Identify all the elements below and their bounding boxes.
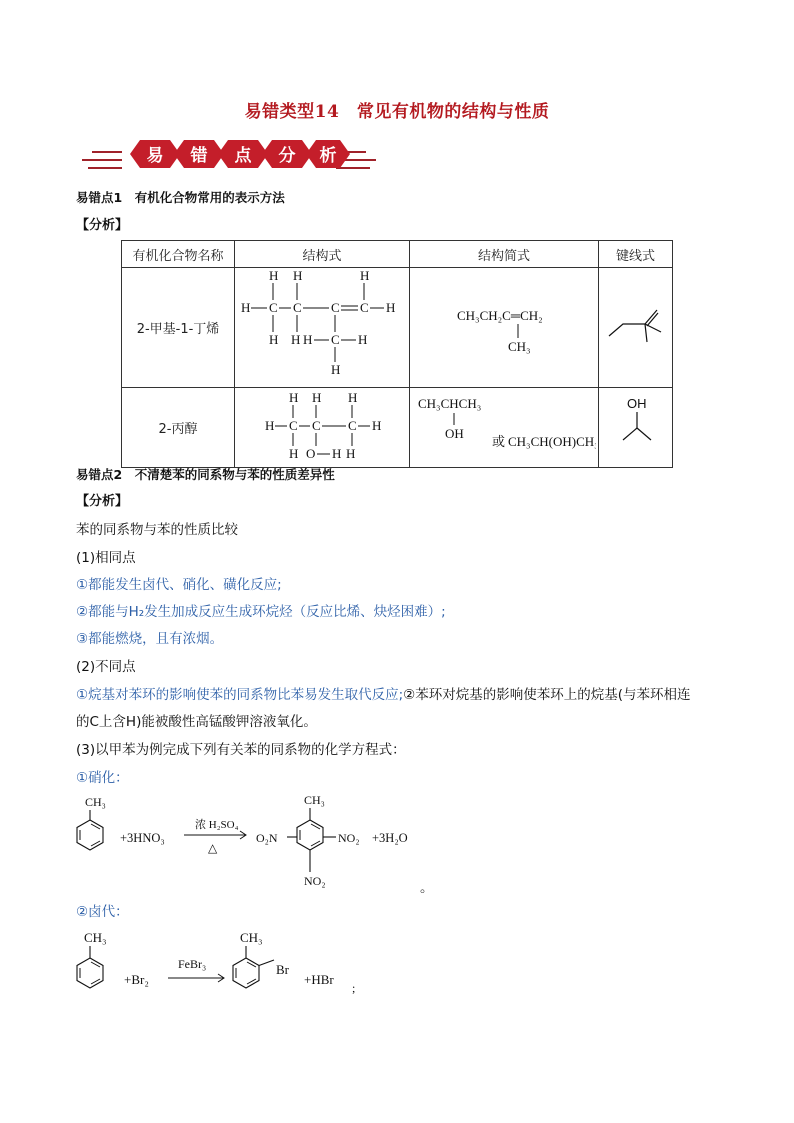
diff-item-a: ①烷基对苯环的影响使苯的同系物比苯易发生取代反应; [76,687,404,703]
table-header: 结构简式 [410,241,599,268]
diff-item-b: ②苯环对烷基的影响使苯环上的烷基(与苯环相连 [403,687,691,703]
svg-text:H: H [303,332,313,347]
svg-text:OH: OH [445,426,464,441]
skeletal-formula-propanol [601,388,671,463]
svg-text:;: ; [352,981,356,995]
table-header: 结构式 [235,241,410,268]
condensed-formula-propanol [410,388,596,463]
structural-formula-methylbutene [236,268,408,383]
svg-text:O₂N: O₂N [256,831,278,845]
diff-line [76,683,691,703]
svg-text:CH₃CH(OH)CH₃: CH₃CH(OH)CH₃ [508,434,596,449]
svg-text:FeBr₃: FeBr₃ [178,957,207,971]
skeletal-formula [599,388,673,468]
svg-text:H: H [269,332,279,347]
structural-formula-propanol [236,388,408,463]
svg-text:NO₂: NO₂ [338,831,360,845]
same-title: (1)相同点 [76,550,136,566]
section-banner [74,130,384,178]
nitration-label: ①硝化： [76,770,129,786]
svg-text:C: C [348,418,357,433]
svg-text:H: H [265,418,275,433]
svg-text:浓 H₂SO₄: 浓 H₂SO₄ [195,819,239,831]
svg-text:H: H [358,332,368,347]
nitration-end: 。 [420,880,434,896]
svg-text:CH₃CH₂C═CH₂: CH₃CH₂C═CH₂ [457,307,543,323]
svg-text:H: H [289,446,299,461]
structural-formula [235,388,410,468]
condensed-formula [410,268,599,388]
svg-text:H: H [332,446,342,461]
banner-char: 析 [319,146,337,166]
svg-text:△: △ [208,841,218,855]
structural-formula [235,268,410,388]
svg-text:H: H [386,300,396,315]
svg-text:H: H [331,362,341,377]
analysis-tag: 【分析】 [76,218,129,233]
svg-text:C: C [360,300,369,315]
svg-text:H: H [269,268,279,283]
svg-text:H: H [372,418,382,433]
svg-text:H: H [289,390,299,405]
halogenation-equation [60,924,380,1004]
same-item: ②都能与H₂发生加成反应生成环烷烃（反应比烯、炔烃困难）; [76,604,446,620]
svg-text:Br: Br [276,962,289,977]
halogenation-label: ②卤代： [76,904,129,920]
svg-text:H: H [291,332,301,347]
svg-text:CH₃: CH₃ [508,338,531,354]
table-header: 有机化合物名称 [122,241,235,268]
analysis-tag: 【分析】 [76,494,129,509]
svg-text:C: C [331,332,340,347]
svg-text:+3HNO₃: +3HNO₃ [120,831,165,845]
compare-title: 苯的同系物与苯的性质比较 [76,522,238,538]
svg-text:CH₃: CH₃ [84,930,107,945]
svg-text:CH₃CHCH₃: CH₃CHCH₃ [418,396,482,411]
point1-heading: 易错点1 有机化合物常用的表示方法 [76,190,285,205]
banner-char: 易 [146,146,164,166]
page-title: 易错类型14 常见有机物的结构与性质 [244,102,550,122]
svg-text:H: H [293,268,303,283]
svg-text:NO₂: NO₂ [304,874,326,888]
svg-text:C: C [289,418,298,433]
svg-text:H: H [348,390,358,405]
svg-text:或: 或 [492,435,506,450]
compound-name: 2-甲基-1-丁烯 [122,268,235,388]
svg-text:CH₃: CH₃ [85,795,106,809]
svg-text:C: C [331,300,340,315]
table-header: 键线式 [599,241,673,268]
svg-text:C: C [269,300,278,315]
condensed-formula-methylbutene [411,296,597,356]
organic-table [121,240,673,468]
svg-text:H: H [312,390,322,405]
compound-name: 2-丙醇 [122,388,235,468]
svg-text:+3H₂O: +3H₂O [372,831,408,845]
svg-text:+Br₂: +Br₂ [124,972,149,987]
svg-text:H: H [360,268,370,283]
condensed-formula [410,388,599,468]
svg-text:+HBr: +HBr [304,972,334,987]
svg-text:C: C [293,300,302,315]
svg-text:O: O [306,446,316,461]
skeletal-formula [599,268,673,388]
eq-title: (3)以甲苯为例完成下列有关苯的同系物的化学方程式： [76,742,406,758]
svg-text:H: H [346,446,356,461]
point2-heading: 易错点2 不清楚苯的同系物与苯的性质差异性 [76,467,335,482]
banner-char: 分 [278,146,296,166]
banner-char: 点 [234,146,252,166]
diff-line-cont: 的C上含H)能被酸性高锰酸钾溶液氧化。 [76,714,317,730]
same-item: ①都能发生卤代、硝化、磺化反应; [76,577,282,593]
svg-text:C: C [312,418,321,433]
nitration-equation [60,790,480,890]
diff-title: (2)不同点 [76,659,136,675]
same-item: ③都能燃烧，且有浓烟。 [76,631,224,647]
svg-text:CH₃: CH₃ [240,930,263,945]
banner-char: 错 [190,146,208,166]
svg-text:OH: OH [626,396,646,411]
skeletal-formula-methylbutene [601,296,671,356]
svg-text:CH₃: CH₃ [304,793,325,807]
svg-text:H: H [241,300,251,315]
